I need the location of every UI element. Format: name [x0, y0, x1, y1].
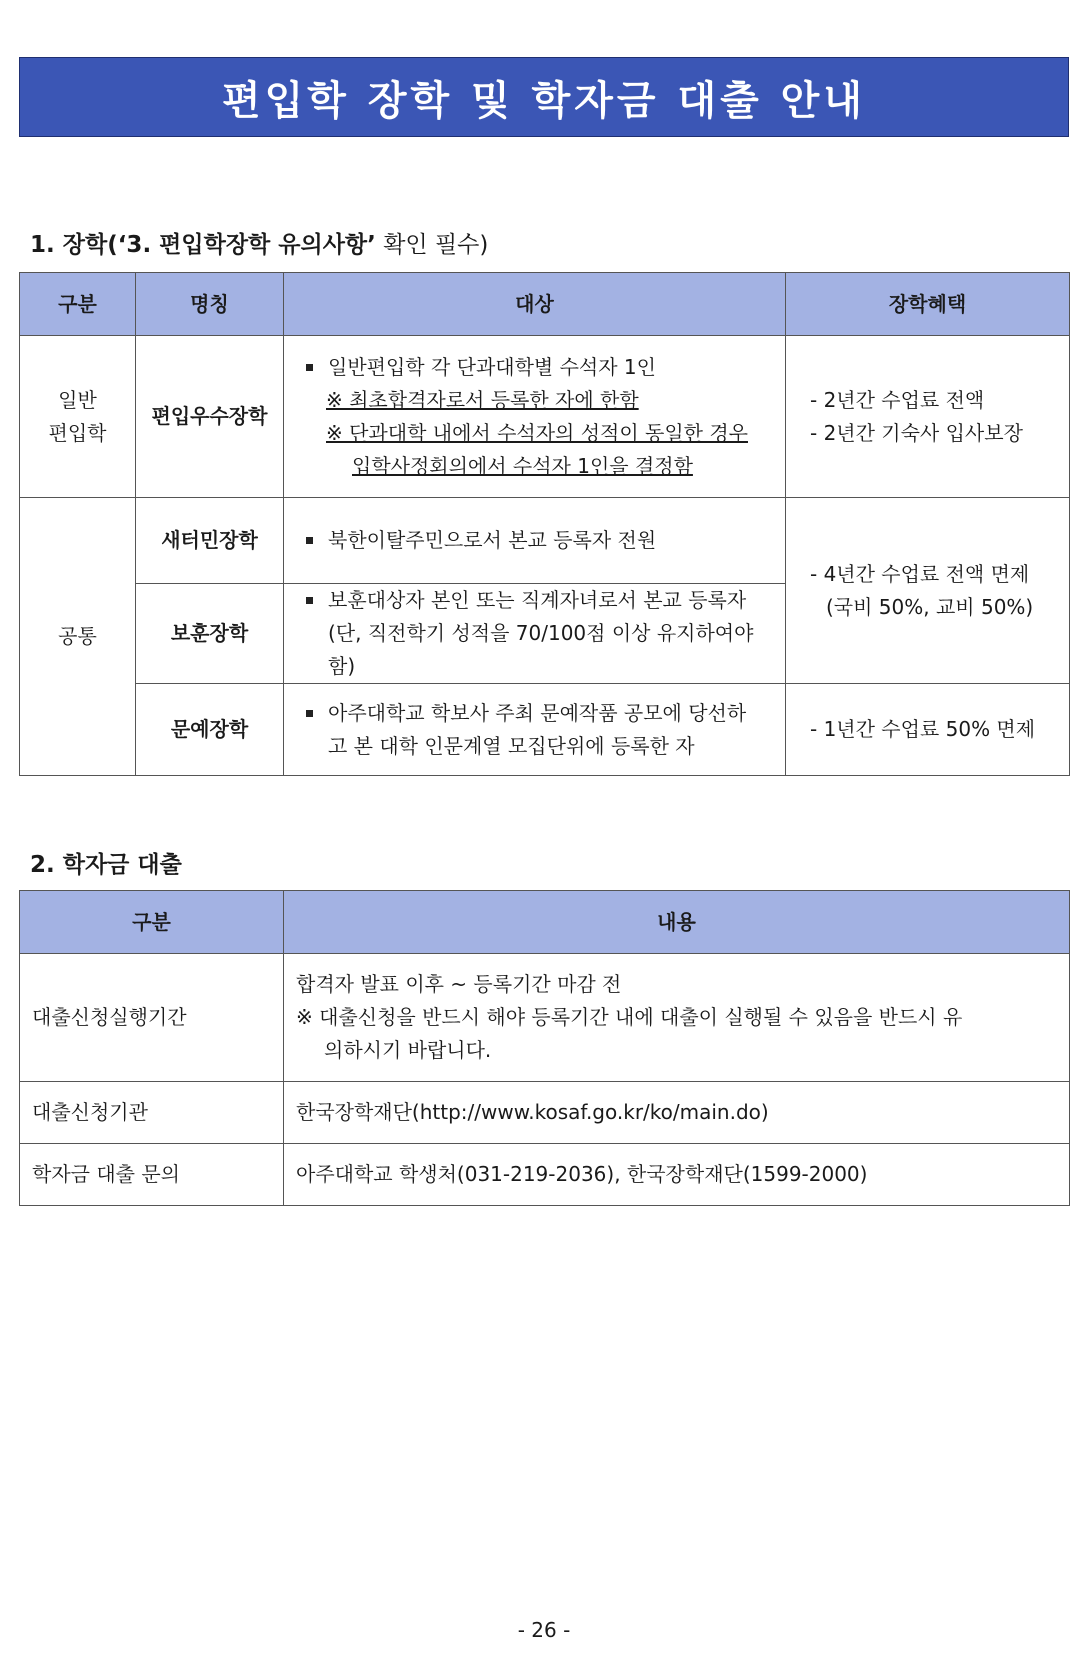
scholarship-table	[19, 272, 1070, 776]
loan-line: 합격자 발표 이후 ~ 등록기간 마감 전	[296, 972, 622, 996]
loan-content	[284, 954, 1070, 1082]
header-target: 대상	[284, 273, 786, 336]
category-cell: 일반 편입학	[20, 336, 136, 498]
benefit-cell	[786, 684, 1070, 776]
benefit-line: - 4년간 수업료 전액 면제	[810, 561, 1030, 586]
table-row	[20, 336, 1070, 498]
scholarship-header-row	[20, 273, 1070, 336]
target-bullet: 아주대학교 학보사 주최 문예작품 공모에 당선하	[296, 697, 773, 730]
loan-header-row	[20, 891, 1070, 954]
target-sub: (단, 직전학기 성적을 70/100점 이상 유지하여야 함)	[328, 621, 754, 678]
target-note: ※ 단과대학 내에서 수석자의 성적이 동일한 경우	[326, 420, 748, 445]
section1-heading-suffix: 확인 필수)	[375, 232, 489, 258]
page-number: - 26 -	[517, 1618, 571, 1642]
loan-label: 대출신청실행기간	[20, 954, 284, 1082]
target-cell	[284, 584, 786, 684]
loan-label: 대출신청기관	[20, 1082, 284, 1144]
loan-content: 아주대학교 학생처(031-219-2036), 한국장학재단(1599-2000)	[284, 1144, 1070, 1206]
loan-table	[19, 890, 1070, 1206]
header-category: 구분	[20, 891, 284, 954]
section2-heading: 2. 학자금 대출	[30, 852, 182, 878]
target-bullet: 북한이탈주민으로서 본교 등록자 전원	[296, 524, 773, 557]
benefit-line: - 2년간 수업료 전액	[810, 387, 985, 412]
table-row	[20, 1144, 1070, 1206]
section1-heading-prefix: 1. 장학	[30, 232, 108, 258]
table-row	[20, 684, 1070, 776]
target-cell	[284, 498, 786, 584]
benefit-line: - 2년간 기숙사 입사보장	[810, 420, 1023, 445]
target-cell	[284, 336, 786, 498]
page-title: 편입학 장학 및 학자금 대출 안내	[222, 77, 866, 124]
category-cell: 공통	[20, 498, 136, 776]
scholarship-name: 보훈장학	[136, 584, 284, 684]
table-row	[20, 954, 1070, 1082]
benefit-cell	[786, 498, 1070, 684]
target-bullet: 보훈대상자 본인 또는 직계자녀로서 본교 등록자	[296, 584, 773, 617]
scholarship-name: 문예장학	[136, 684, 284, 776]
title-banner	[19, 57, 1069, 137]
target-cell	[284, 684, 786, 776]
loan-line: ※ 대출신청을 반드시 해야 등록기간 내에 대출이 실행될 수 있음을 반드시 유	[296, 1005, 963, 1029]
loan-content: 한국장학재단(http://www.kosaf.go.kr/ko/main.do)	[284, 1082, 1070, 1144]
scholarship-name: 편입우수장학	[136, 336, 284, 498]
loan-line: 의하시기 바랍니다.	[324, 1038, 492, 1062]
target-bullet: 일반편입학 각 단과대학별 수석자 1인	[296, 351, 773, 384]
header-name: 명칭	[136, 273, 284, 336]
header-category: 구분	[20, 273, 136, 336]
header-benefit: 장학혜택	[786, 273, 1070, 336]
loan-label: 학자금 대출 문의	[20, 1144, 284, 1206]
target-note: 입학사정회의에서 수석자 1인을 결정함	[352, 453, 693, 478]
target-sub: 고 본 대학 인문계열 모집단위에 등록한 자	[328, 733, 695, 758]
section1-heading-bold: (‘3. 편입학장학 유의사항’	[107, 232, 376, 258]
benefit-line: (국비 50%, 교비 50%)	[826, 594, 1034, 619]
benefit-cell	[786, 336, 1070, 498]
table-row	[20, 498, 1070, 584]
section1-heading	[30, 226, 488, 259]
benefit-line: - 1년간 수업료 50% 면제	[810, 717, 1036, 741]
header-content: 내용	[284, 891, 1070, 954]
target-note: ※ 최초합격자로서 등록한 자에 한함	[326, 387, 639, 412]
scholarship-name: 새터민장학	[136, 498, 284, 584]
table-row	[20, 1082, 1070, 1144]
